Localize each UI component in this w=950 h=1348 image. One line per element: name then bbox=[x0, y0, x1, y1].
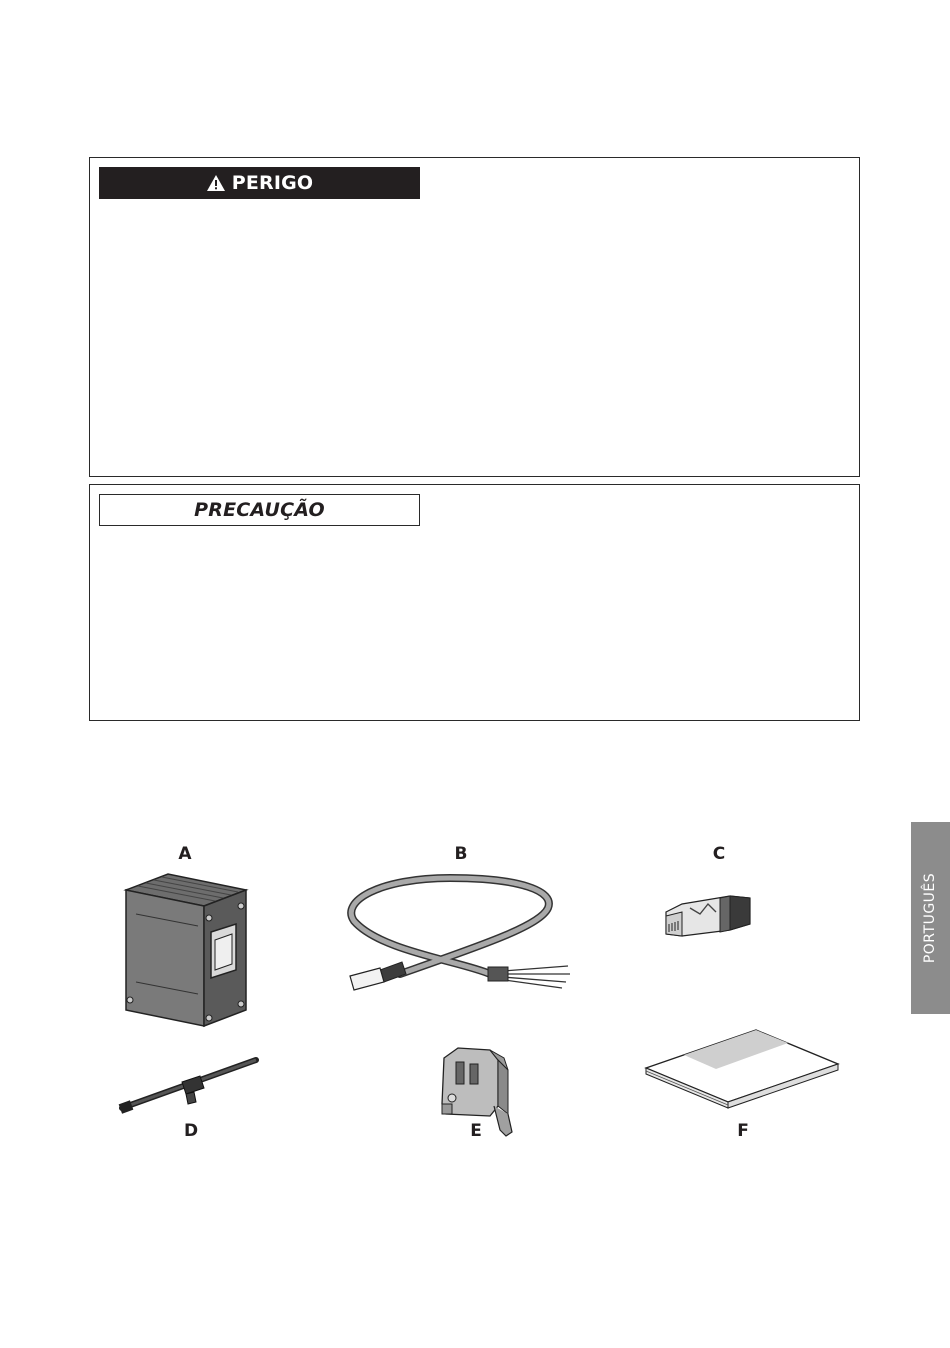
danger-header bbox=[99, 167, 420, 199]
component-label-a: A bbox=[178, 844, 192, 864]
danger-notice bbox=[89, 157, 860, 477]
cable-tie-icon bbox=[116, 1054, 264, 1118]
documentation-booklet-icon bbox=[640, 1024, 844, 1110]
language-side-tab bbox=[911, 822, 950, 1014]
component-label-d: D bbox=[183, 1121, 199, 1141]
warning-triangle-icon bbox=[206, 174, 226, 192]
caution-notice bbox=[89, 484, 860, 721]
din-rail-clamp-icon bbox=[438, 1044, 522, 1144]
language-tab-label: PORTUGUÊS bbox=[922, 872, 939, 964]
component-label-f: F bbox=[737, 1121, 749, 1141]
component-label-b: B bbox=[454, 844, 468, 864]
caution-header bbox=[99, 494, 420, 526]
caution-title: PRECAUÇÃO bbox=[194, 499, 325, 521]
component-label-e: E bbox=[470, 1121, 482, 1141]
network-cable-icon bbox=[340, 866, 580, 996]
communication-interface-box-icon bbox=[118, 870, 254, 1030]
component-label-c: C bbox=[712, 844, 726, 864]
rj45-plug-icon bbox=[660, 884, 760, 940]
danger-title: PERIGO bbox=[231, 172, 314, 194]
